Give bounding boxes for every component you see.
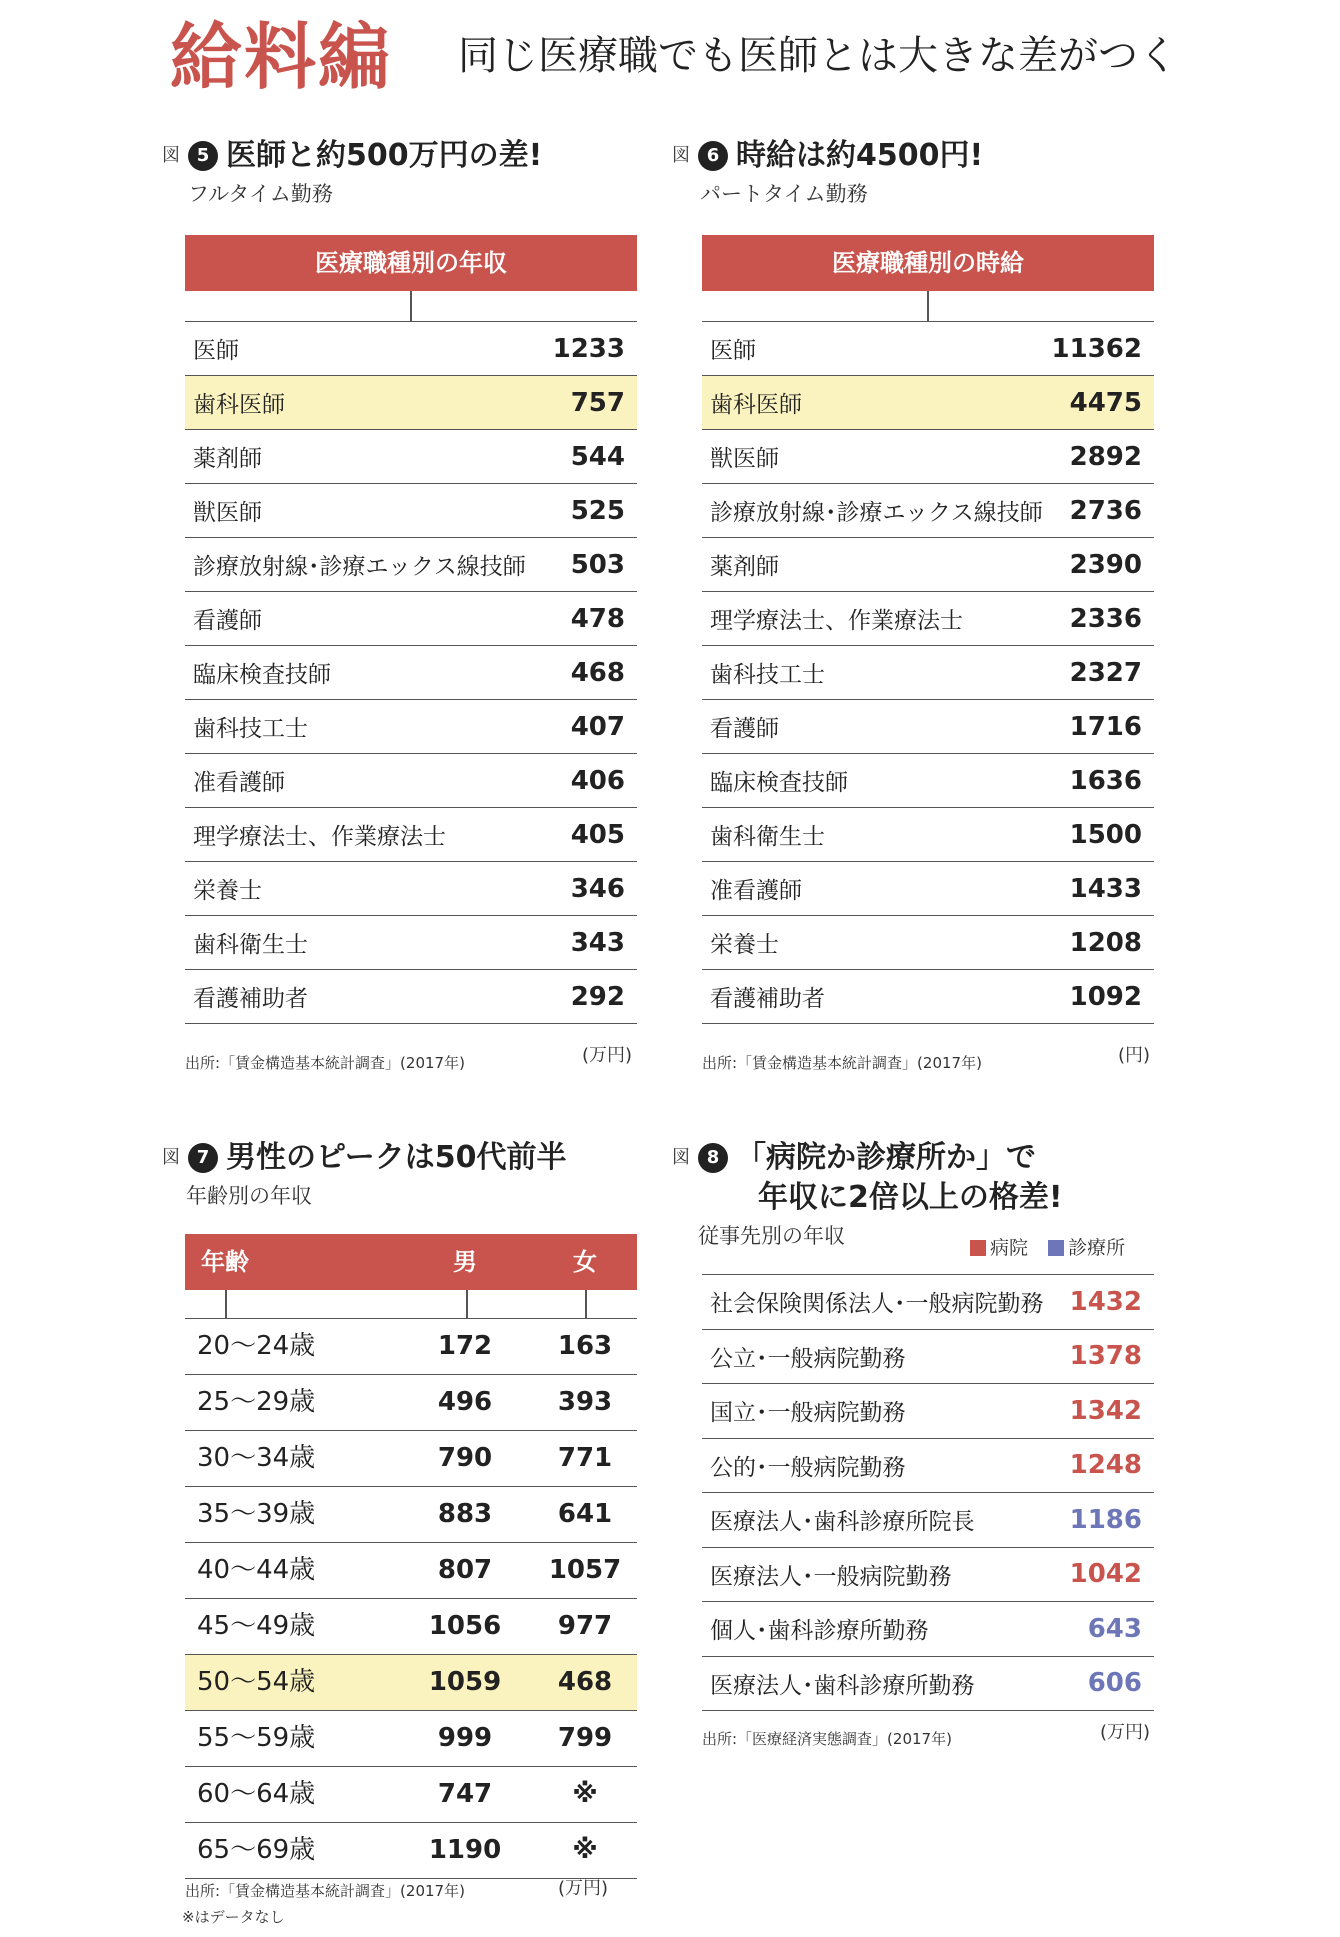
female-cell: 468 <box>557 1667 613 1697</box>
row-value: 1500 <box>1069 819 1142 850</box>
fig7-note: ※はデータなし <box>182 1908 285 1926</box>
male-cell: 747 <box>437 1779 493 1809</box>
table-row <box>185 592 637 646</box>
fig7-spacer-tick <box>585 1290 587 1318</box>
row-value: 346 <box>570 873 625 904</box>
table-row <box>702 538 1154 592</box>
row-label: 診療放射線･診療エックス線技師 <box>193 554 526 580</box>
row-label: 歯科技工士 <box>193 716 308 742</box>
row-value: 405 <box>570 819 625 850</box>
female-cell: 977 <box>557 1611 613 1641</box>
fig6-table-header: 医療職種別の時給 <box>702 235 1154 291</box>
fig5-spacer-tick <box>410 291 412 321</box>
row-label: 歯科技工士 <box>710 662 825 688</box>
row-label: 理学療法士、作業療法士 <box>710 608 963 634</box>
row-value: 1636 <box>1069 765 1142 796</box>
table-row <box>702 1657 1154 1712</box>
fig6-spacer-row <box>702 291 1154 322</box>
table-row <box>185 1599 637 1655</box>
row-label: 看護師 <box>193 608 262 634</box>
fig5-table <box>185 235 637 1024</box>
fig7-col-age: 年齢 <box>201 1248 249 1276</box>
fig6-table <box>702 235 1154 1024</box>
fig6-title: 時給は約4500円! <box>736 138 984 173</box>
fig8-legend <box>970 1235 1125 1261</box>
fig6-heading <box>672 136 983 176</box>
male-cell: 883 <box>437 1499 493 1529</box>
fig8-number-badge: 8 <box>698 1143 728 1173</box>
table-row <box>185 376 637 430</box>
fig8-title <box>736 1138 1063 1218</box>
row-value: 406 <box>570 765 625 796</box>
fig5-rows <box>185 322 637 1024</box>
table-row <box>702 484 1154 538</box>
fig5-subtitle: フルタイム勤務 <box>188 182 333 206</box>
age-cell: 40〜44歳 <box>197 1555 316 1585</box>
fig8-unit: (万円) <box>1100 1722 1151 1743</box>
row-label: 医療法人･歯科診療所勤務 <box>710 1672 975 1699</box>
fig5-table-header: 医療職種別の年収 <box>185 235 637 291</box>
row-label: 薬剤師 <box>193 446 262 472</box>
row-label: 看護補助者 <box>193 986 308 1012</box>
row-value: 1092 <box>1069 981 1142 1012</box>
table-row <box>702 430 1154 484</box>
age-cell: 25〜29歳 <box>197 1387 316 1417</box>
row-value: 343 <box>570 927 625 958</box>
male-cell: 1190 <box>428 1835 502 1865</box>
row-value: 1716 <box>1069 711 1142 742</box>
table-row <box>702 1493 1154 1548</box>
hospital-value: 1042 <box>1069 1559 1142 1590</box>
row-value: 1233 <box>552 333 625 364</box>
fig8-title-line2: 年収に2倍以上の格差! <box>758 1180 1063 1215</box>
age-cell: 30〜34歳 <box>197 1443 316 1473</box>
table-row <box>702 1275 1154 1330</box>
table-row <box>702 916 1154 970</box>
table-row <box>702 322 1154 376</box>
female-cell: 799 <box>557 1723 613 1753</box>
fig7-spacer-tick <box>466 1290 468 1318</box>
fig6-spacer-tick <box>927 291 929 321</box>
row-value: 2892 <box>1069 441 1142 472</box>
female-cell: 641 <box>557 1499 613 1529</box>
table-row <box>185 430 637 484</box>
table-row <box>185 916 637 970</box>
clinic-value: 606 <box>1087 1668 1142 1699</box>
row-value: 478 <box>570 603 625 634</box>
row-label: 医師 <box>710 338 756 364</box>
clinic-value: 1186 <box>1069 1504 1142 1535</box>
hospital-value: 1432 <box>1069 1286 1142 1317</box>
age-cell: 20〜24歳 <box>197 1331 316 1361</box>
table-row <box>185 1767 637 1823</box>
fig6-rows <box>702 322 1154 1024</box>
age-cell: 35〜39歳 <box>197 1499 316 1529</box>
table-row <box>702 700 1154 754</box>
row-value: 757 <box>570 387 625 418</box>
fig8-source: 出所:「医療経済実態調査」(2017年) <box>702 1730 952 1748</box>
fig5-number-badge: 5 <box>188 141 218 171</box>
female-cell: 163 <box>557 1331 613 1361</box>
row-label: 医師 <box>193 338 239 364</box>
fig5-label: 図 <box>162 145 180 166</box>
row-label: 医療法人･一般病院勤務 <box>710 1563 952 1590</box>
male-cell: 496 <box>437 1387 493 1417</box>
table-row <box>185 538 637 592</box>
row-value: 407 <box>570 711 625 742</box>
page-title: 給料編 <box>170 15 393 99</box>
female-cell: ※ <box>572 1779 598 1809</box>
row-value: 1433 <box>1069 873 1142 904</box>
table-row <box>185 1543 637 1599</box>
table-row <box>702 1330 1154 1385</box>
row-label: 栄養士 <box>710 932 779 958</box>
row-label: 准看護師 <box>710 878 802 904</box>
fig7-unit: (万円) <box>558 1878 609 1899</box>
row-label: 歯科医師 <box>710 392 802 418</box>
table-row <box>185 646 637 700</box>
table-row <box>702 808 1154 862</box>
row-value: 1208 <box>1069 927 1142 958</box>
table-row <box>185 322 637 376</box>
fig7-label: 図 <box>162 1147 180 1168</box>
legend-clinic-label: 診療所 <box>1068 1237 1126 1259</box>
fig7-spacer-row <box>185 1290 637 1319</box>
row-label: 臨床検査技師 <box>710 770 848 796</box>
row-value: 468 <box>570 657 625 688</box>
row-label: 看護師 <box>710 716 779 742</box>
age-cell: 55〜59歳 <box>197 1723 316 1753</box>
fig7-col-male: 男 <box>453 1248 477 1276</box>
table-row <box>185 808 637 862</box>
fig6-number-badge: 6 <box>698 141 728 171</box>
row-value: 2390 <box>1069 549 1142 580</box>
fig7-table-header <box>185 1234 637 1290</box>
row-label: 理学療法士、作業療法士 <box>193 824 446 850</box>
table-row <box>185 1319 637 1375</box>
row-label: 臨床検査技師 <box>193 662 331 688</box>
clinic-value: 643 <box>1087 1613 1142 1644</box>
female-cell: ※ <box>572 1835 598 1865</box>
row-label: 薬剤師 <box>710 554 779 580</box>
age-cell: 45〜49歳 <box>197 1611 316 1641</box>
row-value: 525 <box>570 495 625 526</box>
row-value: 4475 <box>1069 387 1142 418</box>
fig6-subtitle: パートタイム勤務 <box>700 182 868 206</box>
hospital-value: 1378 <box>1069 1341 1142 1372</box>
table-row <box>185 1431 637 1487</box>
row-label: 歯科衛生士 <box>193 932 308 958</box>
table-row <box>185 700 637 754</box>
row-value: 292 <box>570 981 625 1012</box>
fig7-table <box>185 1234 637 1879</box>
table-row <box>702 1548 1154 1603</box>
table-row <box>702 1602 1154 1657</box>
table-row <box>185 1655 637 1711</box>
male-cell: 1059 <box>428 1667 502 1697</box>
page-subtitle: 同じ医療職でも医師とは大きな差がつく <box>458 33 1178 79</box>
fig8-subtitle: 従事先別の年収 <box>698 1224 845 1248</box>
hospital-value: 1248 <box>1069 1450 1142 1481</box>
hospital-value: 1342 <box>1069 1395 1142 1426</box>
table-row <box>185 862 637 916</box>
fig8-label: 図 <box>672 1147 690 1168</box>
row-label: 歯科衛生士 <box>710 824 825 850</box>
fig7-number-badge: 7 <box>188 1143 218 1173</box>
row-label: 診療放射線･診療エックス線技師 <box>710 500 1043 526</box>
fig7-spacer-tick <box>225 1290 227 1318</box>
row-value: 2327 <box>1069 657 1142 688</box>
row-value: 11362 <box>1051 333 1142 364</box>
male-cell: 999 <box>437 1723 493 1753</box>
table-row <box>702 970 1154 1024</box>
row-label: 公的･一般病院勤務 <box>710 1454 906 1481</box>
table-row <box>185 1375 637 1431</box>
row-label: 医療法人･歯科診療所院長 <box>710 1509 975 1536</box>
fig8-heading <box>672 1138 1063 1218</box>
fig7-heading <box>162 1138 567 1178</box>
row-value: 544 <box>570 441 625 472</box>
row-label: 個人･歯科診療所勤務 <box>710 1618 929 1645</box>
row-label: 国立･一般病院勤務 <box>710 1400 906 1427</box>
table-row <box>702 592 1154 646</box>
row-value: 2736 <box>1069 495 1142 526</box>
fig7-source: 出所:「賃金構造基本統計調査」(2017年) <box>185 1882 465 1900</box>
fig6-unit: (円) <box>1118 1045 1151 1066</box>
table-row <box>702 376 1154 430</box>
fig5-source: 出所:「賃金構造基本統計調査」(2017年) <box>185 1054 465 1072</box>
table-row <box>702 1439 1154 1494</box>
row-label: 准看護師 <box>193 770 285 796</box>
fig6-source: 出所:「賃金構造基本統計調査」(2017年) <box>702 1054 982 1072</box>
table-row <box>702 754 1154 808</box>
row-label: 社会保険関係法人･一般病院勤務 <box>710 1291 1044 1318</box>
row-label: 栄養士 <box>193 878 262 904</box>
fig7-title: 男性のピークは50代前半 <box>226 1140 567 1175</box>
male-cell: 1056 <box>428 1611 502 1641</box>
male-cell: 790 <box>437 1443 493 1473</box>
legend-clinic-swatch <box>1048 1240 1064 1256</box>
fig7-subtitle: 年齢別の年収 <box>186 1184 312 1208</box>
table-row <box>185 1711 637 1767</box>
table-row <box>185 1487 637 1543</box>
table-row <box>702 862 1154 916</box>
age-cell: 60〜64歳 <box>197 1779 316 1809</box>
male-cell: 807 <box>437 1555 493 1585</box>
legend-hospital-label: 病院 <box>990 1237 1029 1259</box>
age-cell: 65〜69歳 <box>197 1835 316 1865</box>
fig8-table <box>702 1274 1154 1711</box>
row-value: 2336 <box>1069 603 1142 634</box>
row-label: 歯科医師 <box>193 392 285 418</box>
fig5-title: 医師と約500万円の差! <box>226 138 543 173</box>
table-row <box>702 646 1154 700</box>
female-cell: 393 <box>557 1387 613 1417</box>
female-cell: 771 <box>557 1443 613 1473</box>
female-cell: 1057 <box>548 1555 622 1585</box>
fig8-title-line1: 「病院か診療所か」で <box>736 1140 1036 1175</box>
fig7-col-female: 女 <box>573 1248 597 1276</box>
table-row <box>702 1384 1154 1439</box>
table-row <box>185 1823 637 1879</box>
row-value: 503 <box>570 549 625 580</box>
row-label: 獣医師 <box>193 500 262 526</box>
legend-hospital-swatch <box>970 1240 986 1256</box>
row-label: 公立･一般病院勤務 <box>710 1345 906 1372</box>
row-label: 獣医師 <box>710 446 779 472</box>
table-row <box>185 970 637 1024</box>
male-cell: 172 <box>437 1331 493 1361</box>
table-row <box>185 754 637 808</box>
fig7-rows <box>185 1319 637 1879</box>
table-row <box>185 484 637 538</box>
fig5-spacer-row <box>185 291 637 322</box>
row-label: 看護補助者 <box>710 986 825 1012</box>
fig5-heading <box>162 136 542 176</box>
age-cell: 50〜54歳 <box>197 1667 316 1697</box>
fig5-unit: (万円) <box>582 1045 633 1066</box>
fig6-label: 図 <box>672 145 690 166</box>
fig8-rows <box>702 1275 1154 1711</box>
